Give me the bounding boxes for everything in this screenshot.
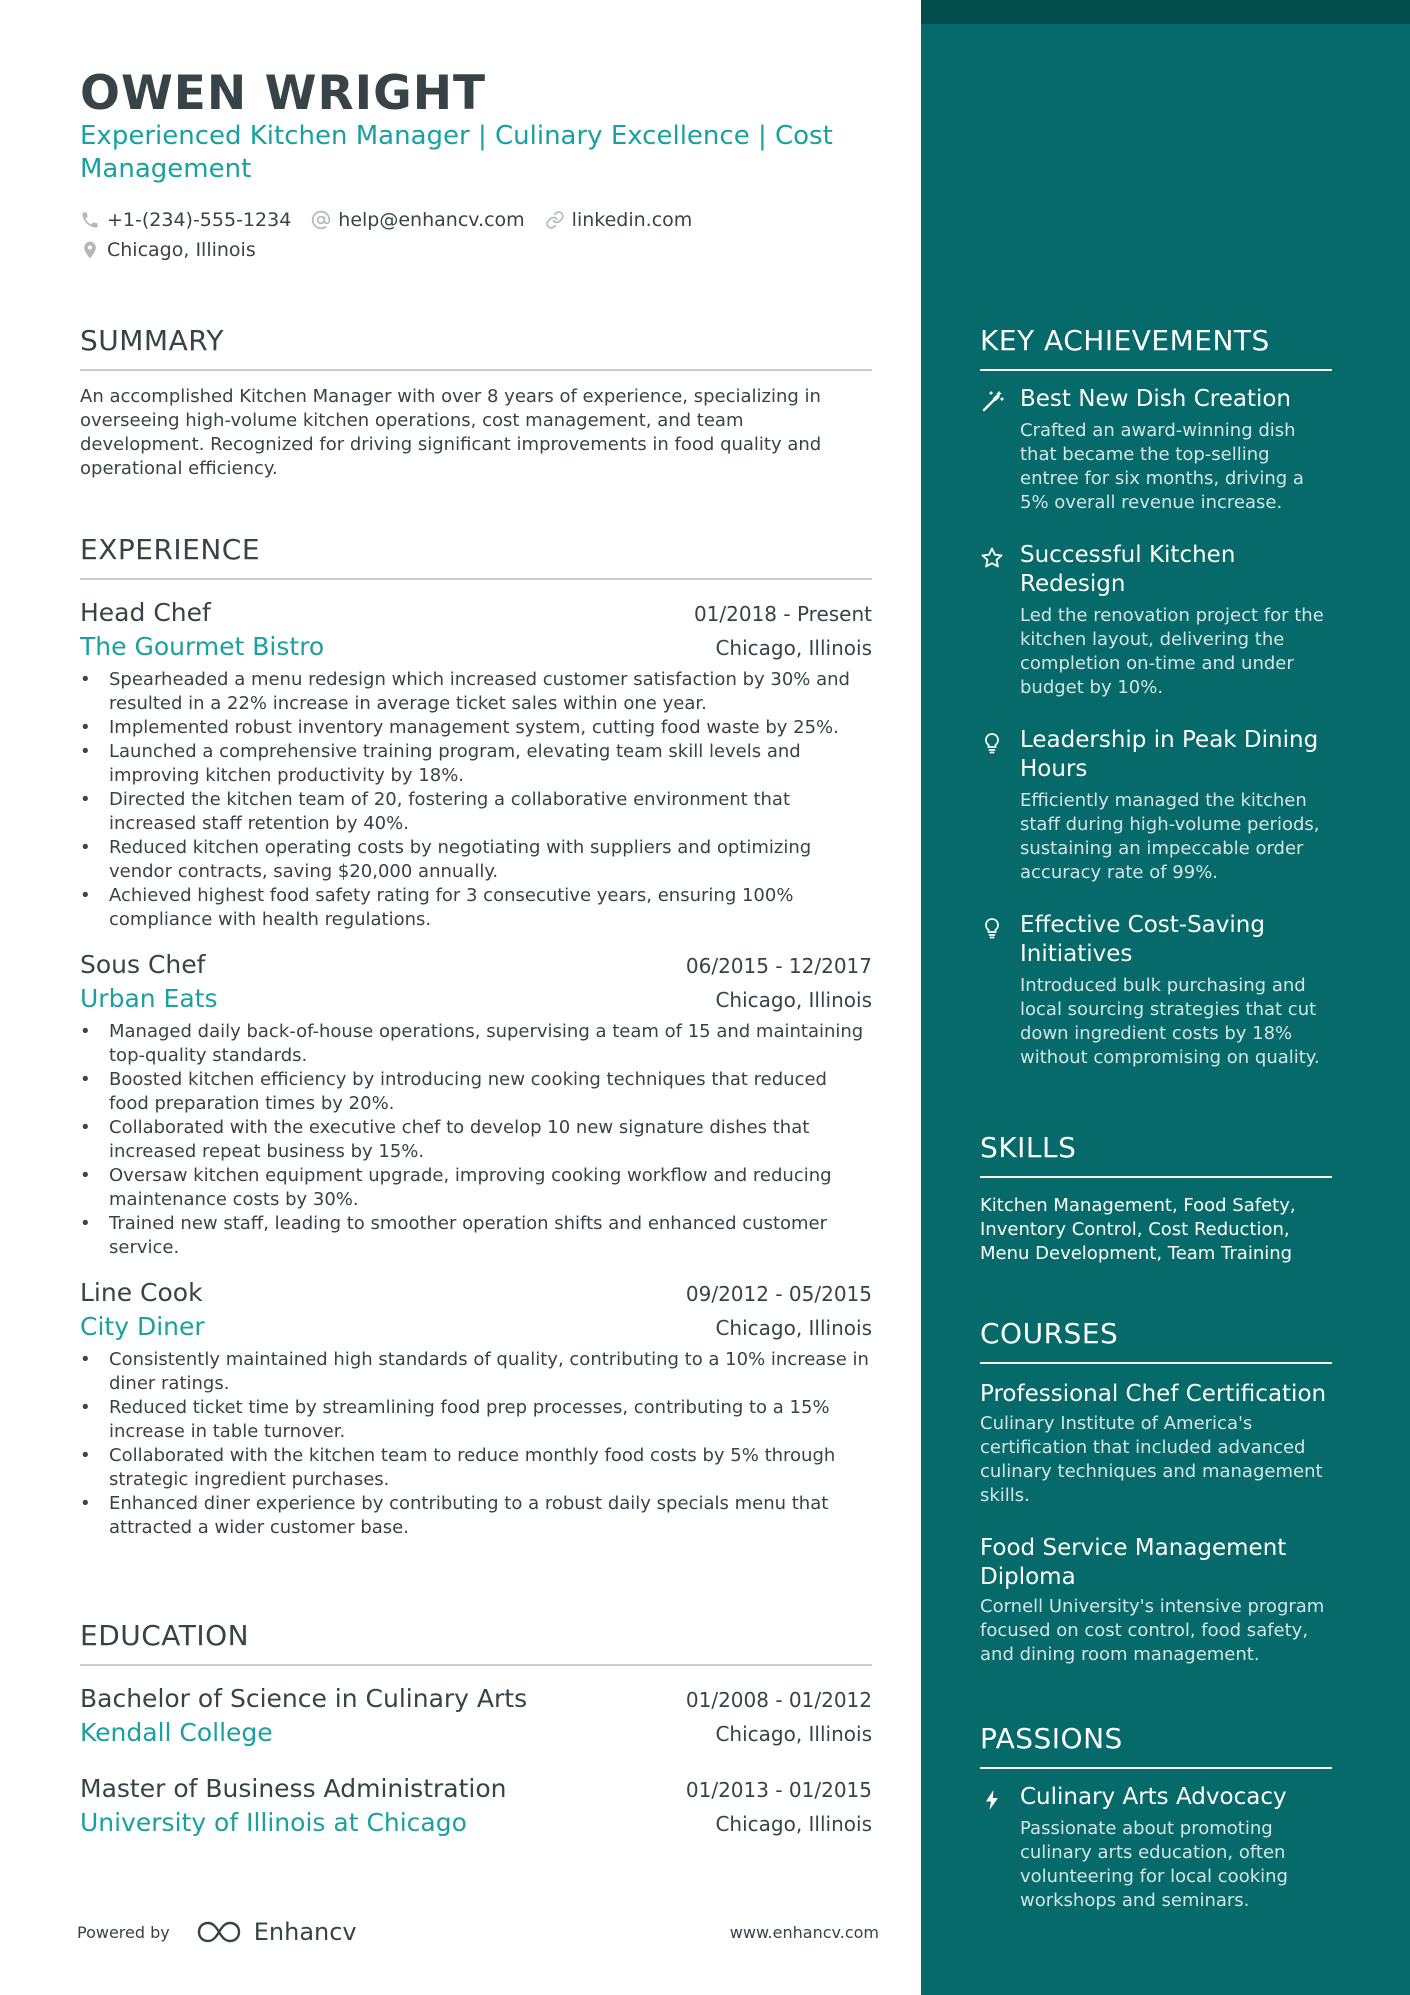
- passions-section: [980, 1722, 1332, 1913]
- courses-section: [980, 1317, 1332, 1667]
- lightbulb-icon: [980, 916, 1004, 940]
- linkedin-contact[interactable]: [545, 209, 693, 231]
- job-dates: 01/2018 - Present: [693, 602, 872, 626]
- job-bullet: • Directed the kitchen team of 20, fostering a collaborative environment that increased staff retention by 40%.: [80, 788, 872, 836]
- school: Kendall College: [80, 1718, 273, 1747]
- job-bullets: [80, 1348, 872, 1540]
- sidebar: [921, 0, 1410, 1995]
- job-bullet: • Spearheaded a menu redesign which increased customer satisfaction by 30% and resulted in a 22% increase in average ticket sales within one year.: [80, 668, 872, 716]
- footer: [77, 1915, 879, 1949]
- job-company: The Gourmet Bistro: [80, 632, 325, 661]
- experience-title: EXPERIENCE: [80, 533, 872, 580]
- achievement-item: [980, 726, 1332, 885]
- lightning-icon: [980, 1788, 1004, 1812]
- course-description: Culinary Institute of America's certification that included advanced culinary techniques and management skills.: [980, 1413, 1323, 1506]
- job-bullet: • Oversaw kitchen equipment upgrade, improving cooking workflow and reducing maintenance costs by 30%.: [80, 1164, 872, 1212]
- phone-contact[interactable]: [80, 209, 291, 231]
- job-bullet: • Launched a comprehensive training program, elevating team skill levels and improving kitchen productivity by 18%.: [80, 740, 872, 788]
- school-location: Chicago, Illinois: [715, 1812, 872, 1836]
- education-dates: 01/2013 - 01/2015: [685, 1778, 872, 1802]
- job-bullets: [80, 668, 872, 932]
- email-contact[interactable]: [311, 209, 524, 231]
- candidate-name: OWEN WRIGHT: [80, 66, 487, 121]
- summary-text: An accomplished Kitchen Manager with over 8 years of experience, specializing in overseeing high-volume kitchen operations, cost management, and team development. Recognized for driving significant improvements in food quality and operational efficiency.: [80, 386, 822, 479]
- job-bullet: • Trained new staff, leading to smoother operation shifts and enhanced customer service.: [80, 1212, 872, 1260]
- email-text: help@enhancv.com: [338, 209, 525, 231]
- summary-section: [80, 324, 872, 481]
- job-title: Sous Chef: [80, 950, 206, 979]
- degree: Bachelor of Science in Culinary Arts: [80, 1684, 528, 1713]
- brand-name: Enhancv: [253, 1918, 357, 1946]
- phone-text: +1-(234)-555-1234: [107, 209, 292, 231]
- job-bullet: • Reduced ticket time by streamlining food prep processes, contributing to a 15% increase in table turnover.: [80, 1396, 872, 1444]
- location-pin-icon: [80, 240, 100, 260]
- course-title: Professional Chef Certification: [980, 1381, 1327, 1407]
- passion-item: [980, 1783, 1332, 1913]
- achievement-description: Crafted an award-winning dish that became the top-selling entree for six months, driving a 5% overall revenue increase.: [1020, 420, 1304, 513]
- achievement-item: [980, 541, 1332, 700]
- at-sign-icon: [311, 210, 331, 230]
- job-location: Chicago, Illinois: [715, 1316, 872, 1340]
- job-dates: 09/2012 - 05/2015: [685, 1282, 872, 1306]
- education-entry: [80, 1766, 872, 1842]
- job-bullet: • Achieved highest food safety rating for 3 consecutive years, ensuring 100% compliance with health regulations.: [80, 884, 872, 932]
- lightbulb-icon: [980, 731, 1004, 755]
- achievement-title: Leadership in Peak Dining Hours: [1020, 727, 1319, 782]
- job-bullet: • Collaborated with the executive chef to develop 10 new signature dishes that increased repeat business by 15%.: [80, 1116, 872, 1164]
- school-location: Chicago, Illinois: [715, 1722, 872, 1746]
- contact-info: [80, 205, 872, 265]
- sidebar-top-band: [921, 0, 1410, 24]
- passion-description: Passionate about promoting culinary arts education, often volunteering for local cooking workshops and seminars.: [1020, 1818, 1288, 1911]
- job-entry: [80, 1270, 872, 1540]
- website-link[interactable]: www.enhancv.com: [729, 1922, 879, 1942]
- achievement-item: [980, 385, 1332, 515]
- job-bullet: • Boosted kitchen efficiency by introducing new cooking techniques that reduced food preparation times by 20%.: [80, 1068, 872, 1116]
- job-entry: [80, 942, 872, 1260]
- course-item: [980, 1380, 1332, 1508]
- skills-list: Kitchen Management, Food Safety, Inventory Control, Cost Reduction, Menu Development, Team Training: [980, 1195, 1296, 1264]
- powered-by-text: Powered by: [77, 1922, 170, 1942]
- achievement-item: [980, 911, 1332, 1070]
- enhancv-logo[interactable]: [196, 1918, 357, 1946]
- job-bullet: • Reduced kitchen operating costs by negotiating with suppliers and optimizing vendor contracts, saving $20,000 annually.: [80, 836, 872, 884]
- course-item: [980, 1534, 1332, 1667]
- courses-title: COURSES: [980, 1317, 1332, 1364]
- job-location: Chicago, Illinois: [715, 636, 872, 660]
- job-title: Head Chef: [80, 598, 211, 627]
- job-entry: [80, 590, 872, 932]
- school: University of Illinois at Chicago: [80, 1808, 467, 1837]
- education-entry: [80, 1676, 872, 1752]
- education-dates: 01/2008 - 01/2012: [685, 1688, 872, 1712]
- achievement-description: Efficiently managed the kitchen staff during high-volume periods, sustaining an impeccable order accuracy rate of 99%.: [1020, 790, 1320, 883]
- experience-section: [80, 533, 872, 1540]
- location-text: Chicago, Illinois: [107, 239, 256, 261]
- passion-title: Culinary Arts Advocacy: [1020, 1784, 1287, 1810]
- achievement-title: Best New Dish Creation: [1020, 386, 1292, 412]
- job-bullet: • Collaborated with the kitchen team to reduce monthly food costs by 5% through strategic ingredient purchases.: [80, 1444, 872, 1492]
- education-title: EDUCATION: [80, 1619, 872, 1666]
- job-bullet: • Managed daily back-of-house operations, supervising a team of 15 and maintaining top-quality standards.: [80, 1020, 872, 1068]
- degree: Master of Business Administration: [80, 1774, 507, 1803]
- skills-section: [980, 1131, 1332, 1266]
- job-company: City Diner: [80, 1312, 205, 1341]
- job-company: Urban Eats: [80, 984, 218, 1013]
- job-bullet: • Enhanced diner experience by contributing to a robust daily specials menu that attracted a wider customer base.: [80, 1492, 872, 1540]
- magic-wand-icon: [980, 390, 1004, 414]
- headline: Experienced Kitchen Manager | Culinary Excellence | Cost Management: [80, 121, 833, 184]
- course-title: Food Service Management Diploma: [980, 1535, 1287, 1590]
- passions-title: PASSIONS: [980, 1722, 1332, 1769]
- job-dates: 06/2015 - 12/2017: [685, 954, 872, 978]
- job-bullet: • Consistently maintained high standards of quality, contributing to a 10% increase in diner ratings.: [80, 1348, 872, 1396]
- course-description: Cornell University's intensive program focused on cost control, food safety, and dining room management.: [980, 1596, 1325, 1665]
- summary-title: SUMMARY: [80, 324, 872, 371]
- achievement-description: Led the renovation project for the kitchen layout, delivering the completion on-time and under budget by 10%.: [1020, 605, 1324, 698]
- job-title: Line Cook: [80, 1278, 203, 1307]
- job-location: Chicago, Illinois: [715, 988, 872, 1012]
- achievement-title: Effective Cost-Saving Initiatives: [1020, 912, 1265, 967]
- achievements-title: KEY ACHIEVEMENTS: [980, 324, 1332, 371]
- achievement-description: Introduced bulk purchasing and local sourcing strategies that cut down ingredient costs by 18% without compromising on quality.: [1020, 975, 1320, 1068]
- job-bullets: [80, 1020, 872, 1260]
- linkedin-text: linkedin.com: [571, 209, 693, 231]
- link-icon: [545, 210, 565, 230]
- achievements-section: [980, 324, 1332, 1070]
- location-contact: [80, 239, 256, 261]
- enhancv-logo-icon: [196, 1920, 242, 1944]
- achievement-title: Successful Kitchen Redesign: [1020, 542, 1236, 597]
- star-icon: [980, 546, 1004, 570]
- job-bullet: • Implemented robust inventory management system, cutting food waste by 25%.: [80, 716, 872, 740]
- phone-icon: [80, 210, 100, 230]
- skills-title: SKILLS: [980, 1131, 1332, 1178]
- education-section: [80, 1619, 872, 1842]
